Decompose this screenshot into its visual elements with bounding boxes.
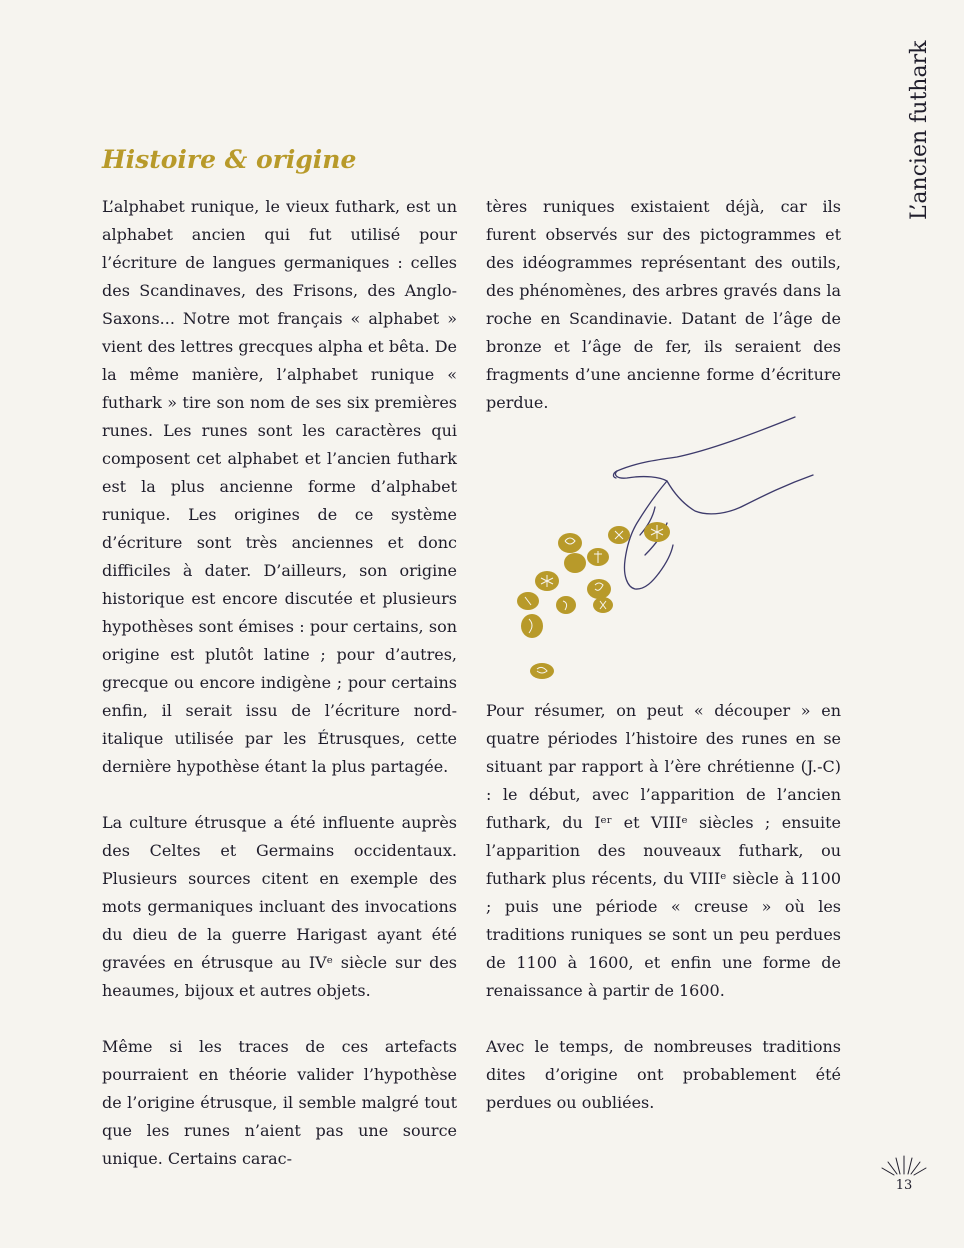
page-footer: [876, 1152, 932, 1192]
paragraph: L’alphabet runique, le vieux futhark, est un alphabet ancien qui fut utilisé pour l’écriture de langues germaniques : celles des Scandinaves, des Frisons, des Anglo-Saxons... Notre mot français « alphabet » vient des lettres grecques alpha et bêta. De la même manière, l’alphabet runique « futhark » tire son nom de ses six premières runes. Les runes sont les caractères qui composent cet alphabet et l’ancien futhark est la plus ancienne forme d’alphabet runique. Les origines de ce système d’écriture sont très anciennes et donc difficiles à dater. D’ailleurs, son origine historique est encore discutée et plusieurs hypothèses sont émises : pour certains, son origine est plutôt latine ; pour d’autres, grecque ou encore indigène ; pour certains enfin, il serait issu de l’écriture nord-italique utilisée par les Étrusques, cette dernière hypothèse étant la plus partagée.: [102, 197, 457, 776]
right-column-top: [486, 193, 841, 417]
hand-dropping-runes-icon: [495, 405, 825, 695]
paragraph: tères runiques existaient déjà, car ils furent observés sur des pictogrammes et des idéogrammes représentant des outils, des phénomènes, des arbres gravés dans la roche en Scandinavie. Datant de l’âge de bronze et l’âge de fer, ils seraient des fragments d’une ancienne forme d’écriture perdue.: [486, 197, 841, 412]
paragraph: Pour résumer, on peut « découper » en quatre périodes l’histoire des runes en se situant par rapport à l’ère chrétienne (J.-C) : le début, avec l’apparition de l’ancien futhark, du Iᵉʳ et VIIIᵉ siècles ; ensuite l’apparition des nouveaux futhark, ou futhark plus récents, du VIIIᵉ siècle à 1100 ; puis une période « creuse » où les traditions runiques se sont un peu perdues de 1100 à 1600, et enfin une forme de renaissance à partir de 1600.: [486, 701, 841, 1000]
paragraph: Avec le temps, de nombreuses traditions dites d’origine ont probablement été perdues ou oubliées.: [486, 1037, 841, 1112]
paragraph: Même si les traces de ces artefacts pourraient en théorie valider l’hypothèse de l’origine étrusque, il semble malgré tout que les runes n’aient pas une source unique. Certains carac-: [102, 1037, 457, 1168]
right-column-bottom: [486, 697, 841, 1117]
paragraph: La culture étrusque a été influente auprès des Celtes et Germains occidentaux. Plusieurs sources citent en exemple des mots germaniques incluant des invocations du dieu de la guerre Harigast ayant été gravées en étrusque au IVᵉ siècle sur des heaumes, bijoux et autres objets.: [102, 813, 457, 1000]
sunburst-icon: [876, 1152, 932, 1178]
running-title: L’ancien futhark: [907, 40, 932, 220]
left-column: [102, 193, 457, 1173]
page-number: 13: [895, 1178, 913, 1193]
section-heading: Histoire & origine: [102, 145, 357, 174]
